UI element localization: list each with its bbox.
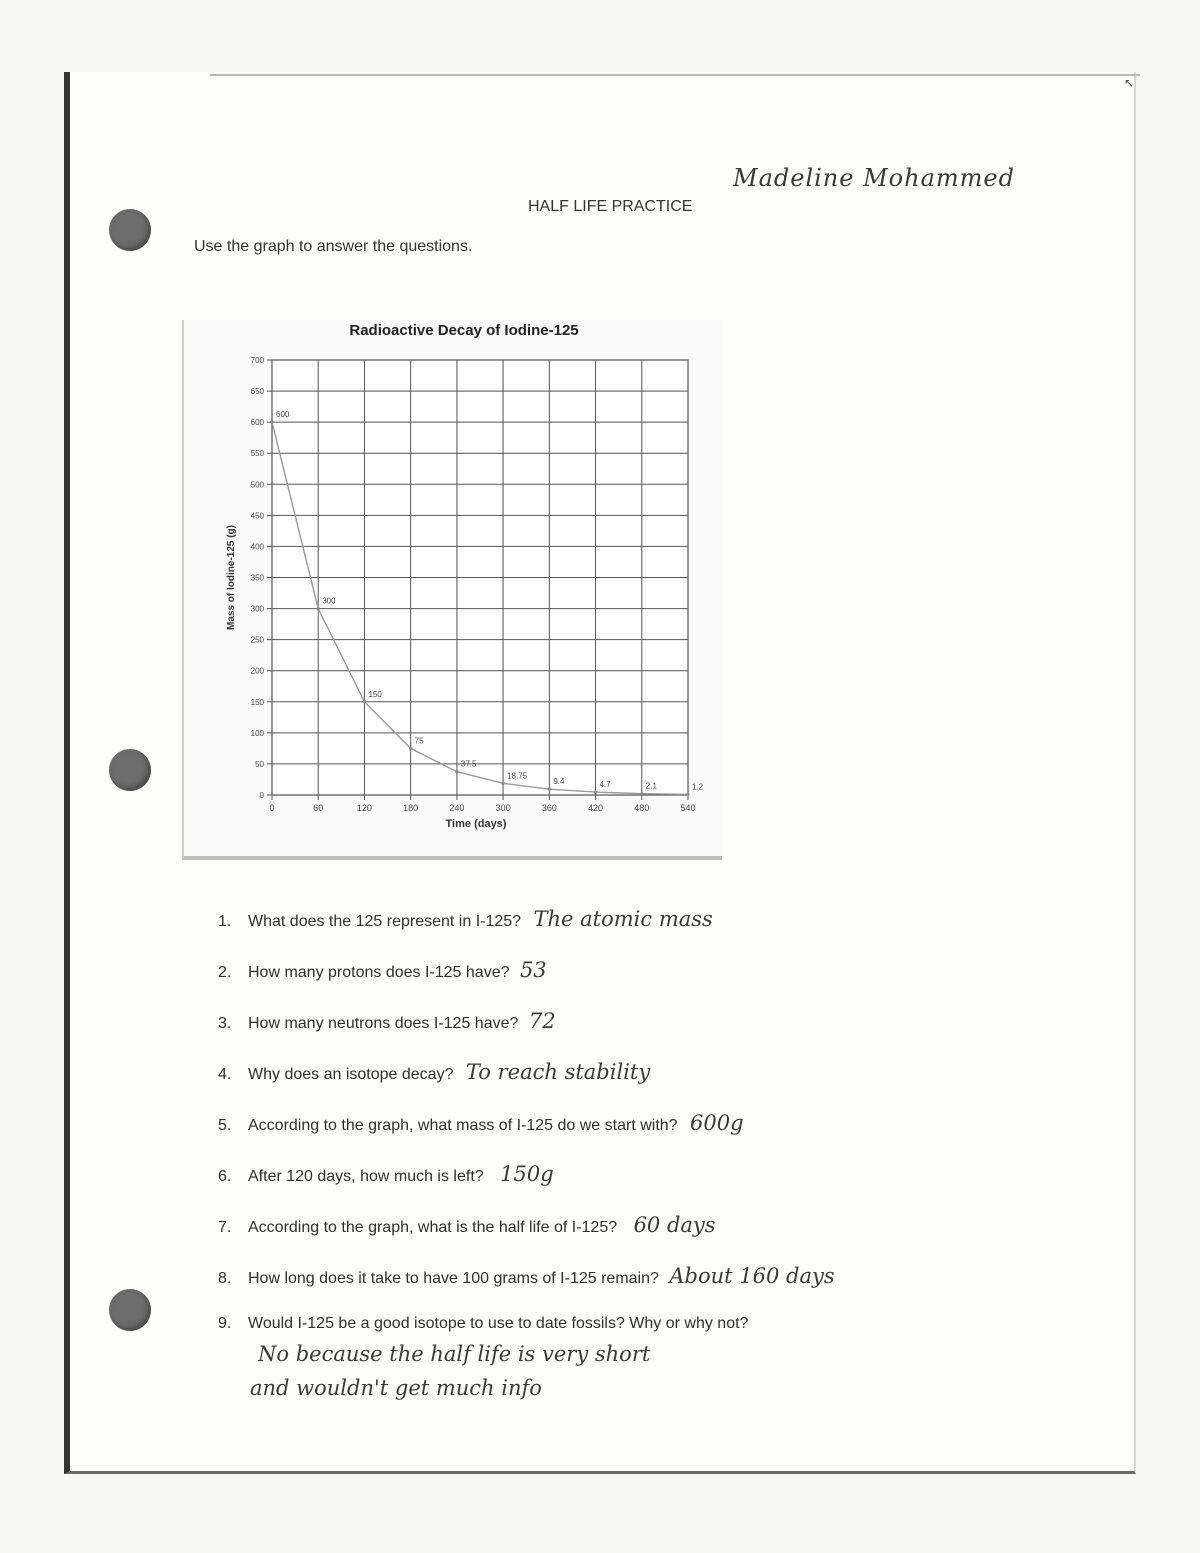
data-label: 9.4 (553, 777, 565, 787)
question-7 (218, 1213, 716, 1237)
binder-hole-middle (109, 749, 151, 791)
question-4 (218, 1060, 650, 1084)
question-text: According to the graph, what is the half life of I-125? (248, 1219, 618, 1236)
data-point (409, 747, 412, 750)
y-tick-label: 50 (255, 759, 264, 769)
data-point (548, 788, 551, 791)
y-tick-label: 400 (250, 542, 264, 552)
decay-chart-svg (184, 320, 724, 860)
data-label: 150 (368, 689, 382, 699)
question-number: 6. (218, 1168, 232, 1185)
x-tick-label: 180 (403, 803, 419, 813)
answer-9-line-2: and wouldn't get much info (250, 1376, 542, 1400)
question-5 (218, 1111, 744, 1135)
y-tick-label: 650 (250, 387, 264, 397)
y-tick-label: 350 (250, 573, 264, 583)
question-text: How many neutrons does I-125 have? (248, 1015, 519, 1032)
answer-2: 53 (519, 958, 547, 982)
x-tick-label: 60 (313, 803, 324, 813)
question-text: According to the graph, what mass of I-125 do we start with? (248, 1117, 678, 1134)
instructions: Use the graph to answer the questions. (194, 238, 473, 255)
data-label: 1.2 (692, 782, 704, 792)
binder-hole-top (109, 209, 151, 251)
data-label: 75 (414, 736, 424, 746)
y-tick-label: 100 (250, 728, 264, 738)
y-axis-label: Mass of Iodine-125 (g) (226, 524, 237, 631)
student-name: Madeline Mohammed (733, 164, 1015, 192)
data-label: 18.75 (507, 771, 528, 781)
data-label: 300 (322, 596, 336, 606)
x-tick-label: 540 (680, 803, 696, 813)
page-top-edge (210, 74, 1140, 76)
question-1 (218, 907, 713, 931)
y-tick-label: 250 (250, 635, 264, 645)
data-point (363, 700, 366, 703)
answer-9-line-1: No because the half life is very short (258, 1342, 651, 1366)
corner-mark: ↖ (1124, 76, 1135, 90)
question-text: Would I-125 be a good isotope to use to date fossils? Why or why not? (248, 1315, 749, 1332)
question-text: What does the 125 represent in I-125? (248, 913, 522, 930)
question-9 (218, 1315, 748, 1333)
x-tick-label: 300 (495, 803, 511, 813)
question-text: How many protons does I-125 have? (248, 964, 510, 981)
question-text: How long does it take to have 100 grams of I-125 remain? (248, 1270, 659, 1287)
y-tick-label: 0 (259, 791, 264, 800)
data-label: 600 (276, 410, 290, 420)
x-tick-label: 120 (356, 803, 372, 813)
answer-6: 150g (500, 1162, 554, 1186)
question-6 (218, 1162, 554, 1186)
data-point (270, 421, 273, 424)
answer-3: 72 (528, 1009, 556, 1033)
data-label: 37.5 (460, 759, 477, 769)
answer-7: 60 days (633, 1213, 716, 1237)
y-tick-label: 600 (250, 418, 264, 428)
data-point (594, 790, 597, 793)
question-number: 9. (218, 1315, 232, 1332)
question-2 (218, 958, 547, 982)
question-text: After 120 days, how much is left? (248, 1168, 484, 1185)
question-number: 1. (218, 913, 232, 930)
x-tick-label: 360 (541, 803, 557, 813)
data-point (502, 782, 505, 785)
decay-chart (182, 320, 722, 860)
question-3 (218, 1009, 556, 1033)
data-point (640, 792, 643, 795)
answer-1: The atomic mass (533, 907, 713, 931)
y-tick-label: 300 (250, 604, 264, 614)
y-tick-label: 550 (250, 449, 264, 459)
x-tick-label: 0 (269, 803, 275, 813)
data-label: 4.7 (599, 780, 611, 790)
data-point (686, 793, 689, 796)
x-axis-label: Time (days) (445, 818, 507, 830)
data-point (317, 607, 320, 610)
question-number: 5. (218, 1117, 232, 1134)
y-tick-label: 200 (250, 666, 264, 676)
x-tick-label: 240 (449, 803, 465, 813)
y-tick-label: 150 (250, 697, 264, 707)
x-tick-label: 480 (634, 803, 650, 813)
question-number: 3. (218, 1015, 232, 1032)
question-number: 7. (218, 1219, 232, 1236)
question-text: Why does an isotope decay? (248, 1066, 454, 1083)
question-8 (218, 1264, 835, 1288)
question-number: 4. (218, 1066, 232, 1083)
y-tick-label: 450 (250, 511, 264, 521)
x-tick-label: 420 (588, 803, 604, 813)
data-label: 2.1 (645, 781, 657, 791)
answer-4: To reach stability (465, 1060, 651, 1084)
y-tick-label: 500 (250, 480, 264, 490)
answer-8: About 160 days (669, 1264, 835, 1288)
answer-5: 600g (690, 1111, 744, 1135)
chart-title: Radioactive Decay of Iodine-125 (349, 322, 579, 339)
page-title: HALF LIFE PRACTICE (528, 198, 693, 215)
question-number: 8. (218, 1270, 232, 1287)
question-number: 2. (218, 964, 232, 981)
binder-hole-bottom (109, 1289, 151, 1331)
y-tick-label: 700 (250, 356, 264, 365)
data-point (455, 770, 458, 773)
